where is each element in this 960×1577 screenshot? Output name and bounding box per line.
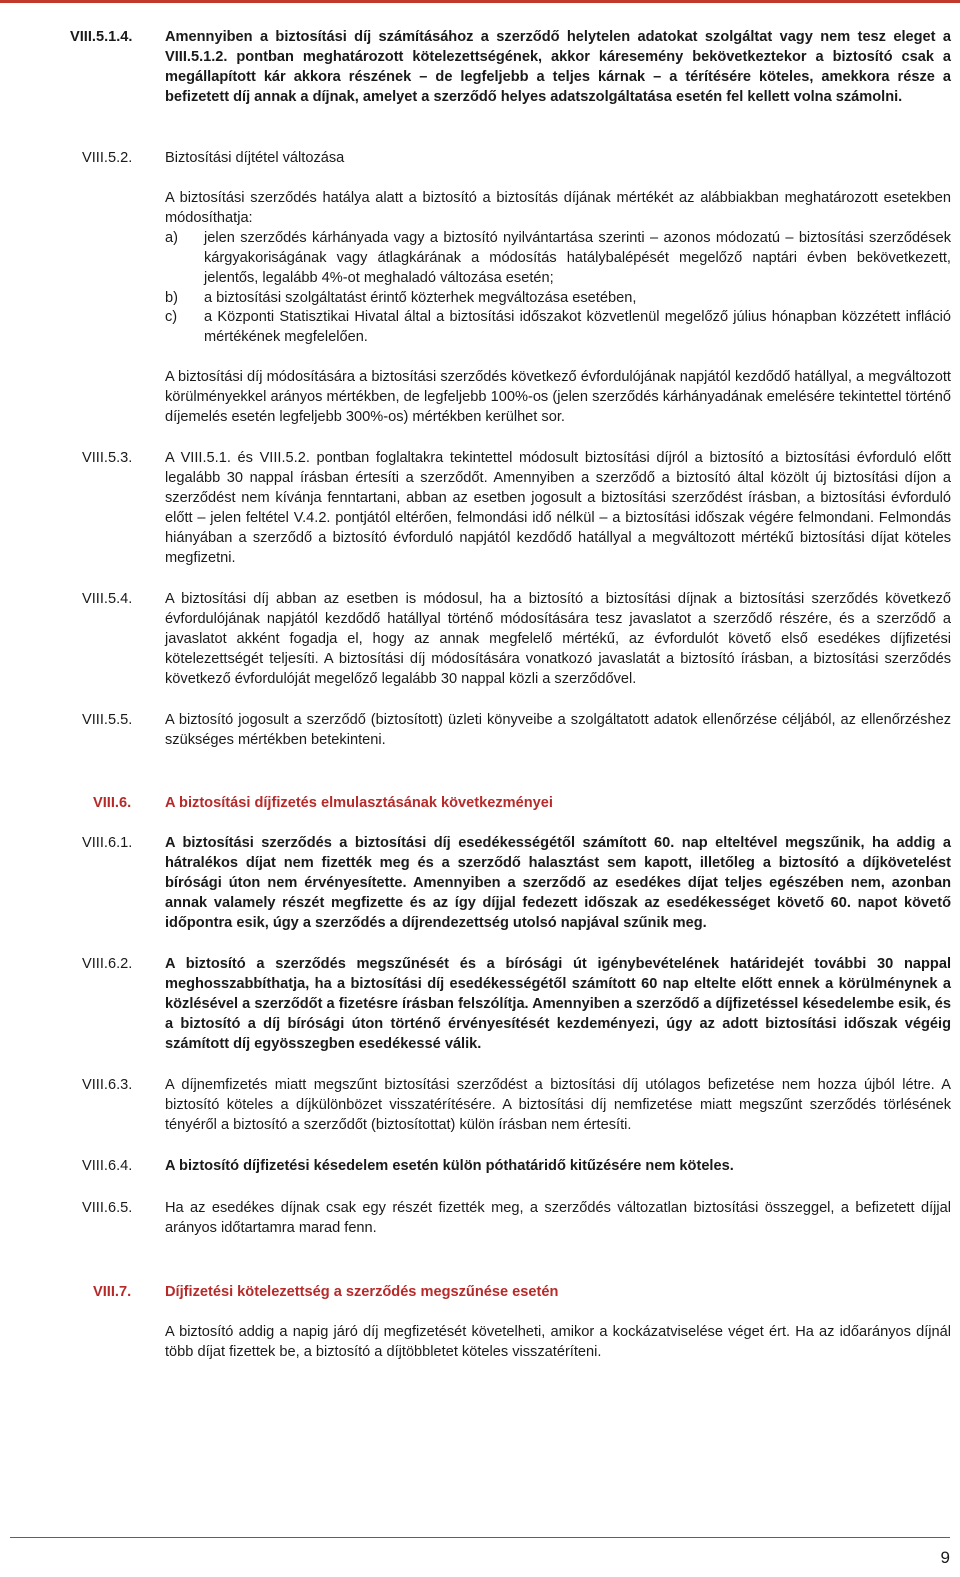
section-text: A biztosító díjfizetési késedelem esetén külön póthatáridő kitűzésére nem köteles.: [165, 1158, 734, 1174]
list-label: b): [165, 289, 178, 306]
section-body: [165, 189, 951, 428]
section-number: VIII.6.4.: [82, 1158, 133, 1174]
heading-number: VIII.6.: [93, 795, 132, 811]
section-text: Amennyiben a biztosítási díj számításához a szerződő helytelen adatokat szolgáltat vagy nem tesz eleget a VIII.5.1.2. pontban meghatározott kötelezettségének, akkor káresemény bekövetkeztekor a biztosító csak a megállapított kár akkora részének – de legfeljebb a teljes kárnak – a térítésére köteles, amekkora része a befizetett díj annak a díjnak, amelyet a szerződő helyes adatszolgáltatása esetén fel kellett volna számolni.: [165, 29, 951, 105]
bottom-red-rule: [10, 1537, 950, 1538]
section-number: VIII.5.2.: [82, 150, 133, 166]
section-text: A biztosítási díj abban az esetben is módosul, ha a biztosító a biztosítási díjnak a biztosítási szerződés következő évfordulójának napjától kezdődő hatállyal történő módosítására tesz javaslatot a szerződő részére, és a szerződő a javaslatot akként fogadja el, hogy az annak megfelelő mértékű, az évfordulót követő első esedékes díjfizetési kötelezettségét teljesíti. A biztosítási díj módosítására vonatkozó javaslatát a biztosító írásban, a biztosítási szerződés következő évfordulóját megelőző legalább 30 nappal közli a szerződővel.: [165, 591, 951, 687]
list-text: a biztosítási szolgáltatást érintő közterhek megváltozása esetében,: [204, 289, 637, 306]
section-closing: A biztosítási díj módosítására a biztosítási szerződés következő évfordulójának napjától kezdődő hatállyal, a megváltozott körülményekkel arányos mértékben, de legfeljebb 100%-os (jelen szerződés kárhányadának emelésére tekintettel történő díjemelés esetén legfeljebb 300%-os) mértékben kerülhet sor.: [165, 369, 951, 426]
section-number: VIII.5.3.: [82, 450, 133, 466]
list-text: jelen szerződés kárhányada vagy a biztosító nyilvántartása szerinti – azonos módozatú – biztosítási szerződések kárgyakoriságának vagy átlagkárának a módosítás hatálybalépését megelőző naptári évben bekövetkezett, jelentős, legalább 4%-ot meghaladó változása esetén;: [204, 229, 951, 286]
list-item-a: [165, 229, 951, 289]
section-title: Biztosítási díjtétel változása: [165, 150, 345, 166]
section-number: VIII.5.4.: [82, 591, 133, 607]
section-text: A biztosító jogosult a szerződő (biztosított) üzleti könyveibe a szolgáltatott adatok ellenőrzése céljából, az ellenőrzéshez szükséges mértékben betekinteni.: [165, 712, 951, 748]
list-item-b: [165, 289, 951, 309]
section-number: VIII.6.2.: [82, 956, 133, 972]
heading-number: VIII.7.: [93, 1284, 132, 1300]
section-number: VIII.5.1.4.: [70, 29, 133, 45]
list-item-c: [165, 308, 951, 348]
section-text: A díjnemfizetés miatt megszűnt biztosítási szerződést a biztosítási díj utólagos befizetése nem hozza újból létre. A biztosító köteles a díjkülönbözet visszatérítésére. A biztosítási díj nemfizetése miatt megszűnt szerződés törlésének tényéről a biztosító a szerződőt (biztosítottat) külön írásban nem értesíti.: [165, 1077, 951, 1133]
section-intro: A biztosítási szerződés hatálya alatt a biztosító a biztosítás díjának mértékét az alábbiakban meghatározott esetekben módosíthatja:: [165, 190, 951, 226]
section-text: A VIII.5.1. és VIII.5.2. pontban foglaltakra tekintettel módosult biztosítási díjról a biztosító a biztosítási évforduló előtt legalább 30 nappal írásban értesíti a szerződőt. Amennyiben a szerződő a biztosító által közölt új biztosítási díjon a szerződést nem kívánja fenntartani, abban az esetben jogosult a biztosítási szerződést írásban, a biztosítási évforduló előtt – jelen feltétel V.4.2. pontjától eltérően, felmondási idő nélkül – a biztosítási időszak végére felmondani. Felmondás hiányában a szerződő a biztosító évforduló napjától kezdődő hatállyal a megváltozott mértékű biztosítási díjat köteles megfizetni.: [165, 450, 951, 566]
section-text: A biztosító addig a napig járó díj megfizetését követelheti, amikor a kockázatviselése véget ért. Ha az időarányos díjnál több díjat fizettek be, a biztosító a díjtöbbletet köteles visszatéríteni.: [165, 1324, 951, 1360]
section-text: Ha az esedékes díjnak csak egy részét fizették meg, a szerződés változatlan biztosítási összeggel, a befizetett díjjal arányos időtartamra marad fenn.: [165, 1200, 951, 1236]
section-number: VIII.5.5.: [82, 712, 133, 728]
section-number: VIII.6.5.: [82, 1200, 133, 1216]
section-number: VIII.6.1.: [82, 835, 133, 851]
list-label: a): [165, 229, 178, 246]
section-text: A biztosító a szerződés megszűnését és a bírósági út igénybevételének határidejét további 30 nappal meghosszabbíthatja, ha a biztosítási díj esedékességétől számított 60 nap eltelte előtt ennek a körülménynek a közlésével a szerződőt a fizetésre írásban felszólítja. Amennyiben a szerződő a díjfizetéssel késedelembe esik, és a biztosító a díj bírósági úton történő érvényesítését kezdeményezi, úgy az adott biztosítási időszak végéig számított díj egyösszegben esedékessé válik.: [165, 956, 951, 1052]
list-text: a Központi Statisztikai Hivatal által a biztosítási időszakot közvetlenül megelőző július hónapban közzétett infláció mértékének megfelelően.: [204, 309, 951, 346]
section-number: VIII.6.3.: [82, 1077, 133, 1093]
section-text: A biztosítási szerződés a biztosítási díj esedékességétől számított 60. nap elteltével megszűnik, ha addig a hátralékos díjat nem fizették meg és a szerződő halasztást sem kapott, illetőleg a biztosító a díjkövetelést bírósági úton nem érvényesítette. Amennyiben a szerződő az esedékes díjat teljes egészében nem, azonban annak valamely részét megfizette és az így díjjal fedezett időszak az esedékességet követő 60. napot követő időpontra esik, úgy a szerződés a díjrendezettség utolsó napjával szűnik meg.: [165, 835, 951, 931]
heading-title: Díjfizetési kötelezettség a szerződés megszűnése esetén: [165, 1284, 559, 1300]
heading-title: A biztosítási díjfizetés elmulasztásának következményei: [165, 795, 553, 811]
page-number: 9: [940, 1548, 950, 1567]
list-label: c): [165, 309, 178, 326]
top-red-rule: [0, 0, 960, 3]
